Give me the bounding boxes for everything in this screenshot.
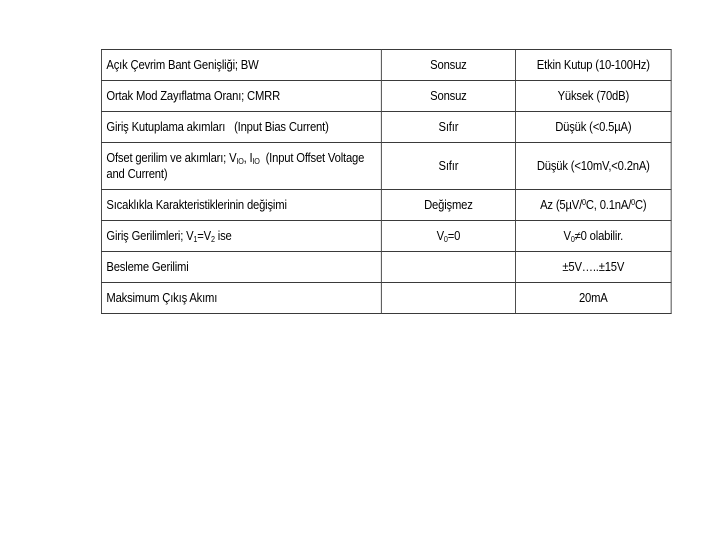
ideal-cell <box>381 283 515 314</box>
v0-subscript: 0 <box>443 235 448 244</box>
practical-cell: Düşük (<10mV,<0.2nA) <box>515 143 671 190</box>
practical-cell: ±5V…..±15V <box>515 252 671 283</box>
v0-prefix: V <box>563 229 571 243</box>
table-row <box>101 252 671 283</box>
parameter-cell: Ortak Mod Zayıflatma Oranı; CMRR <box>101 81 381 112</box>
practical-cell: 20mA <box>515 283 671 314</box>
temp-practical-prefix: Az (5µV/ <box>540 198 583 212</box>
temp-practical-mid: C, 0.1nA/ <box>585 198 632 212</box>
ideal-cell: Sıfır <box>381 112 515 143</box>
offset-subscript: IO <box>236 157 244 166</box>
input-label-suffix: ise <box>214 229 232 243</box>
practical-cell: Yüksek (70dB) <box>515 81 671 112</box>
ideal-cell: Sonsuz <box>381 81 515 112</box>
parameter-cell <box>101 221 381 252</box>
practical-cell: Etkin Kutup (10-100Hz) <box>515 50 671 81</box>
practical-cell <box>515 190 671 221</box>
table-row <box>101 81 671 112</box>
ideal-cell: Sıfır <box>381 143 515 190</box>
table-row <box>101 112 671 143</box>
parameter-cell: Açık Çevrim Bant Genişliği; BW <box>101 50 381 81</box>
ideal-cell: Sonsuz <box>381 50 515 81</box>
degree-superscript: 0 <box>582 198 586 207</box>
offset-label-mid: , I <box>243 151 253 165</box>
parameter-cell: Sıcaklıkla Karakteristiklerinin değişimi <box>101 190 381 221</box>
ideal-cell <box>381 252 515 283</box>
temp-practical-suffix: C) <box>634 198 647 212</box>
v0-subscript: 0 <box>570 235 575 244</box>
parameter-cell: Besleme Gerilimi <box>101 252 381 283</box>
table-row <box>101 283 671 314</box>
table-row <box>101 50 671 81</box>
parameter-cell: Maksimum Çıkış Akımı <box>101 283 381 314</box>
parameter-cell <box>101 143 381 190</box>
practical-cell: Düşük (<0.5µA) <box>515 112 671 143</box>
practical-cell <box>515 221 671 252</box>
opamp-spec-table <box>101 49 672 314</box>
input-label-mid: =V <box>197 229 211 243</box>
table-row <box>101 221 671 252</box>
input-label-prefix: Giriş Gerilimleri; V <box>106 229 194 243</box>
table-row <box>101 143 671 190</box>
parameter-cell: Giriş Kutuplama akımları (Input Bias Current) <box>101 112 381 143</box>
ideal-cell: Değişmez <box>381 190 515 221</box>
offset-subscript: IO <box>252 157 260 166</box>
table-row <box>101 190 671 221</box>
degree-superscript: 0 <box>631 198 635 207</box>
ideal-cell <box>381 221 515 252</box>
v0-suffix: =0 <box>447 229 461 243</box>
offset-label-suffix: (Input Offset Voltage and Current) <box>106 151 368 181</box>
input-subscript: 1 <box>193 235 198 244</box>
offset-label-prefix: Ofset gerilim ve akımları; V <box>106 151 237 165</box>
input-subscript: 2 <box>210 235 215 244</box>
v0-suffix: ≠0 olabilir. <box>574 229 624 243</box>
v0-prefix: V <box>436 229 444 243</box>
